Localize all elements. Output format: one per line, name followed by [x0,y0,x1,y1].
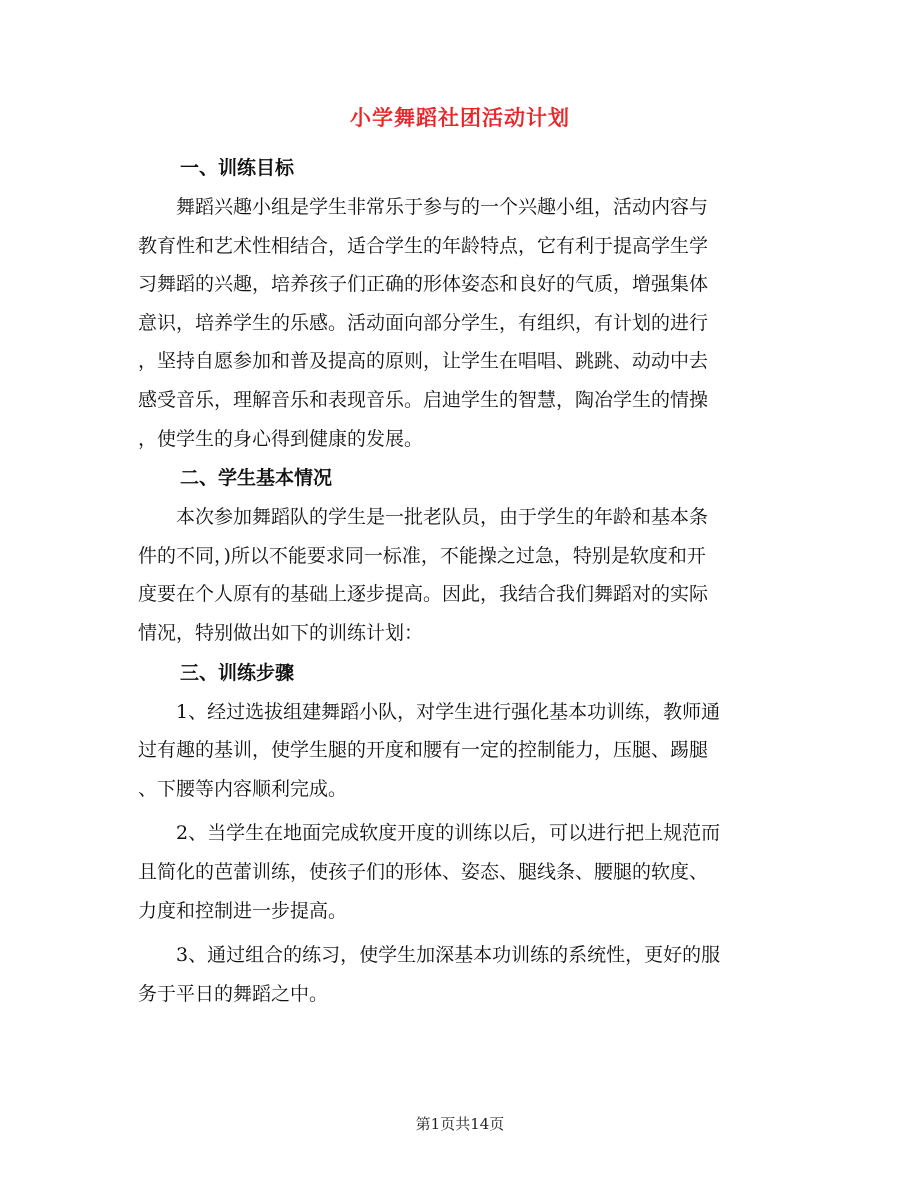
paragraph-line: 、下腰等内容顺利完成。 [138,777,348,800]
paragraph-line: 过有趣的基训，使学生腿的开度和腰有一定的控制能力，压腿、踢腿 [138,739,709,762]
training-step-3 [138,936,786,1013]
paragraph-line: 感受音乐，理解音乐和表现音乐。启迪学生的智慧，陶冶学生的情操 [138,388,709,411]
paragraph-line: 且简化的芭蕾训练，使孩子们的形体、姿态、腿线条、腰腿的软度、 [138,860,709,883]
training-step-2 [138,814,786,930]
paragraph-line: 本次参加舞蹈队的学生是一批老队员，由于学生的年龄和基本条 [138,506,709,529]
paragraph-line: 教育性和艺术性相结合，适合学生的年龄特点，它有利于提高学生学 [138,234,709,257]
paragraph-line: 舞蹈兴趣小组是学生非常乐于参与的一个兴趣小组，活动内容与 [138,196,709,218]
paragraph-line: 务于平日的舞蹈之中。 [138,982,329,1005]
training-step-1 [138,693,786,809]
paragraph-line: 情况，特别做出如下的训练计划： [138,621,424,644]
section-heading-training-steps: 三、训练步骤 [180,661,295,684]
paragraph-line: ，坚持自愿参加和普及提高的原则，让学生在唱唱、跳跳、动动中去 [138,350,709,373]
paragraph-line: 1、经过选拔组建舞蹈小队，对学生进行强化基本功训练，教师通 [138,700,721,723]
section-heading-goals: 一、训练目标 [180,157,295,179]
paragraph-line: 习舞蹈的兴趣，培养孩子们正确的形体姿态和良好的气质，增强集体 [138,273,709,296]
paragraph-line: 意识，培养学生的乐感。活动面向部分学生，有组织，有计划的进行 [138,311,709,334]
page-number-footer: 第1页共14页 [415,1115,505,1133]
paragraph-line: 力度和控制进一步提高。 [138,899,348,922]
paragraph-line: 度要在个人原有的基础上逐步提高。因此，我结合我们舞蹈对的实际 [138,583,709,606]
document-body [138,150,786,1013]
section-student-situation-paragraph [138,498,786,652]
paragraph-line: 件的不同，)所以不能要求同一标准，不能操之过急，特别是软度和开 [138,544,706,567]
section-goals-paragraph [138,188,786,458]
paragraph-line: ，使学生的身心得到健康的发展。 [138,427,424,450]
paragraph-line: 2、当学生在地面完成软度开度的训练以后，可以进行把上规范而 [138,822,721,845]
document-title: 小学舞蹈社团活动计划 [350,105,570,130]
paragraph-line: 3、通过组合的练习，使学生加深基本功训练的系统性，更好的服 [138,944,721,967]
section-heading-student-situation: 二、学生基本情况 [180,467,333,490]
